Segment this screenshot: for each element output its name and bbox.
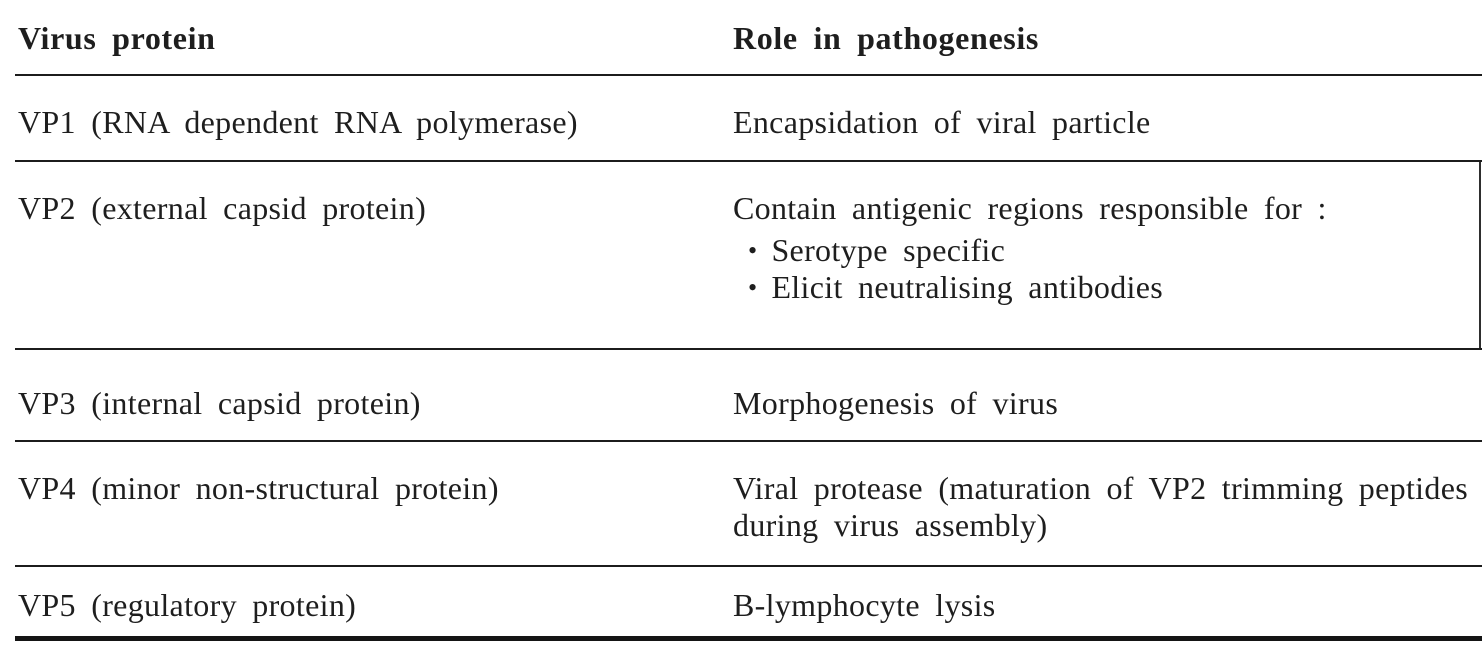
row-rule-after-vp1	[15, 160, 1482, 162]
row-rule-after-vp2	[15, 348, 1482, 350]
bottom-rule	[15, 636, 1482, 641]
scan-edge-artifact-line	[1479, 162, 1481, 348]
row-rule-after-vp3	[15, 440, 1482, 442]
vp4-protein-cell: VP4 (minor non-structural protein)	[18, 470, 499, 506]
bullet-icon: •	[748, 236, 758, 265]
vp2-role-bullet-1	[748, 232, 1005, 271]
vp3-role-cell: Morphogenesis of virus	[733, 385, 1059, 421]
vp4-role-line-1: Viral protease (maturation of VP2 trimming peptides	[733, 470, 1469, 506]
vp1-protein-cell: VP1 (RNA dependent RNA polymerase)	[18, 104, 578, 140]
vp1-role-cell: Encapsidation of viral particle	[733, 104, 1151, 140]
vp2-protein-cell: VP2 (external capsid protein)	[18, 190, 427, 226]
header-rule	[15, 74, 1482, 76]
bullet-icon: •	[748, 273, 758, 302]
vp2-role-intro: Contain antigenic regions responsible for :	[733, 190, 1327, 226]
vp4-role-line-2: during virus assembly)	[733, 507, 1048, 543]
row-rule-after-vp4	[15, 565, 1482, 567]
vp5-protein-cell: VP5 (regulatory protein)	[18, 587, 357, 623]
vp3-protein-cell: VP3 (internal capsid protein)	[18, 385, 421, 421]
vp2-role-bullet-2-label: Elicit neutralising antibodies	[771, 269, 1164, 305]
vp2-role-bullet-1-label: Serotype specific	[771, 232, 1006, 268]
column-header-role-in-pathogenesis: Role in pathogenesis	[733, 20, 1040, 56]
vp2-role-bullet-2	[748, 269, 1163, 308]
vp5-role-cell: B-lymphocyte lysis	[733, 587, 996, 623]
column-header-virus-protein: Virus protein	[18, 20, 216, 56]
